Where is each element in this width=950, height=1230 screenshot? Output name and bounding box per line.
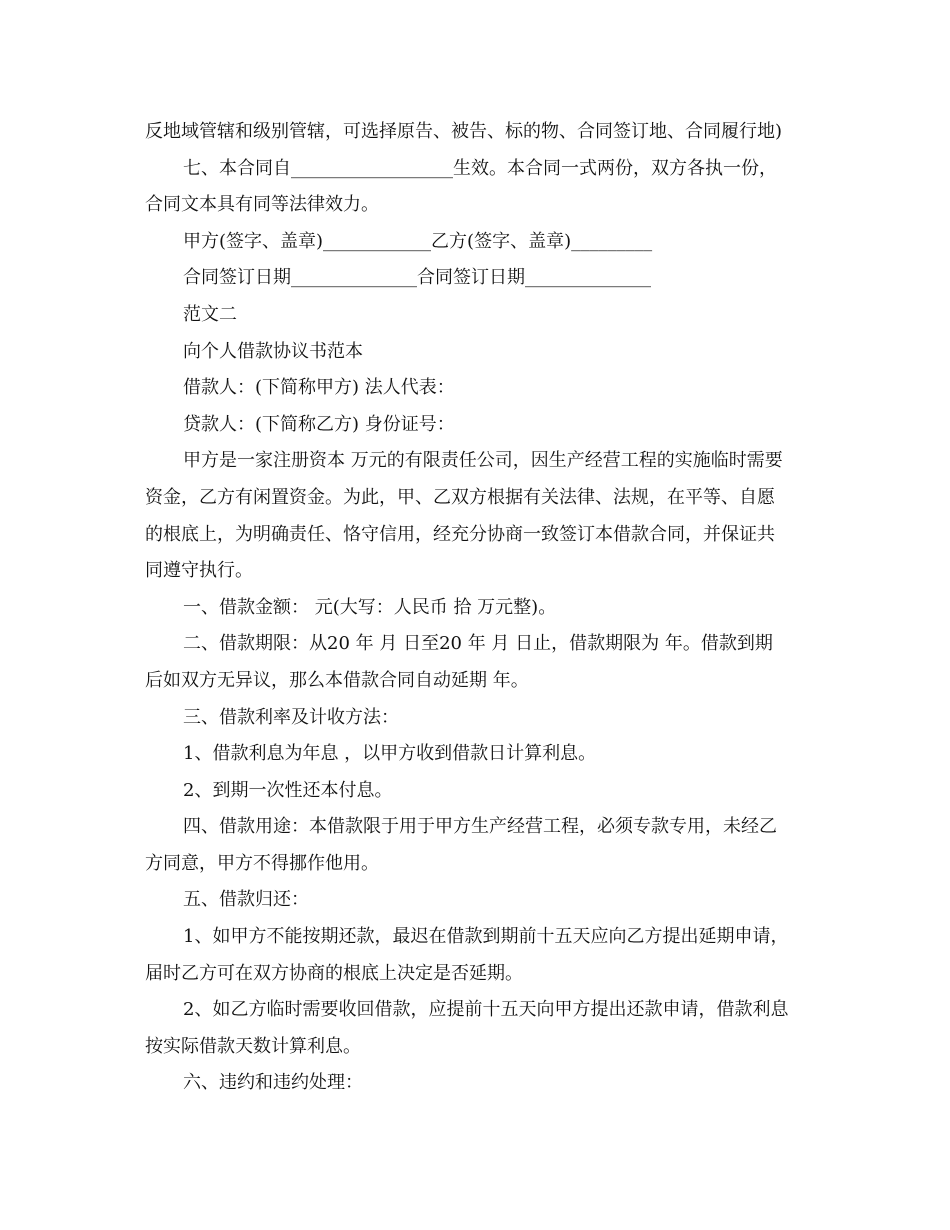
text-line: 后如双方无异议，那么本借款合同自动延期 年。 (145, 669, 529, 691)
text-line: 2、如乙方临时需要收回借款，应提前十五天向甲方提出还款申请，借款利息 (183, 999, 789, 1021)
text-line: 合同签订日期______________合同签订日期______________ (183, 267, 651, 289)
text-line: 七、本合同自__________________生效。本合同一式两份，双方各执一份， (183, 157, 777, 179)
text-line: 二、借款期限：从20 年 月 日至20 年 月 日止，借款期限为 年。借款到期 (183, 633, 773, 655)
text-line: 同遵守执行。 (145, 560, 253, 582)
text-line: 范文二 (183, 303, 237, 325)
text-line: 1、如甲方不能按期还款，最迟在借款到期前十五天应向乙方提出延期申请， (183, 926, 789, 948)
text-line: 反地域管辖和级别管辖，可选择原告、被告、标的物、合同签订地、合同履行地) (145, 121, 783, 142)
text-line: 三、借款利率及计收方法： (183, 706, 399, 728)
text-line: 的根底上，为明确责任、恪守信用，经充分协商一致签订本借款合同，并保证共 (145, 523, 775, 545)
document-body (145, 114, 810, 1102)
text-line: 甲方是一家注册资本 万元的有限责任公司，因生产经营工程的实施临时需要 (183, 450, 783, 472)
text-line: 向个人借款协议书范本 (183, 340, 363, 362)
text-line: 五、借款归还： (183, 889, 309, 911)
text-line: 六、违约和违约处理： (183, 1072, 363, 1094)
text-line: 一、借款金额： 元(大写：人民币 拾 万元整)。 (183, 596, 557, 618)
text-line: 方同意，甲方不得挪作他用。 (145, 852, 379, 874)
text-line: 贷款人：(下简称乙方) 身份证号： (183, 413, 455, 435)
text-line: 届时乙方可在双方协商的根底上决定是否延期。 (145, 962, 523, 984)
text-line: 2、到期一次性还本付息。 (183, 779, 393, 801)
text-line: 1、借款利息为年息 ，以甲方收到借款日计算利息。 (183, 743, 597, 765)
text-line: 合同文本具有同等法律效力。 (145, 194, 379, 216)
text-line: 按实际借款天数计算利息。 (145, 1035, 361, 1057)
text-line: 资金，乙方有闲置资金。为此，甲、乙双方根据有关法律、法规，在平等、自愿 (145, 486, 775, 508)
text-line: 四、借款用途：本借款限于用于甲方生产经营工程，必须专款专用，未经乙 (183, 816, 777, 838)
text-line: 甲方(签字、盖章)____________乙方(签字、盖章)_________ (183, 230, 653, 252)
text-line: 借款人：(下简称甲方) 法人代表： (183, 377, 455, 399)
